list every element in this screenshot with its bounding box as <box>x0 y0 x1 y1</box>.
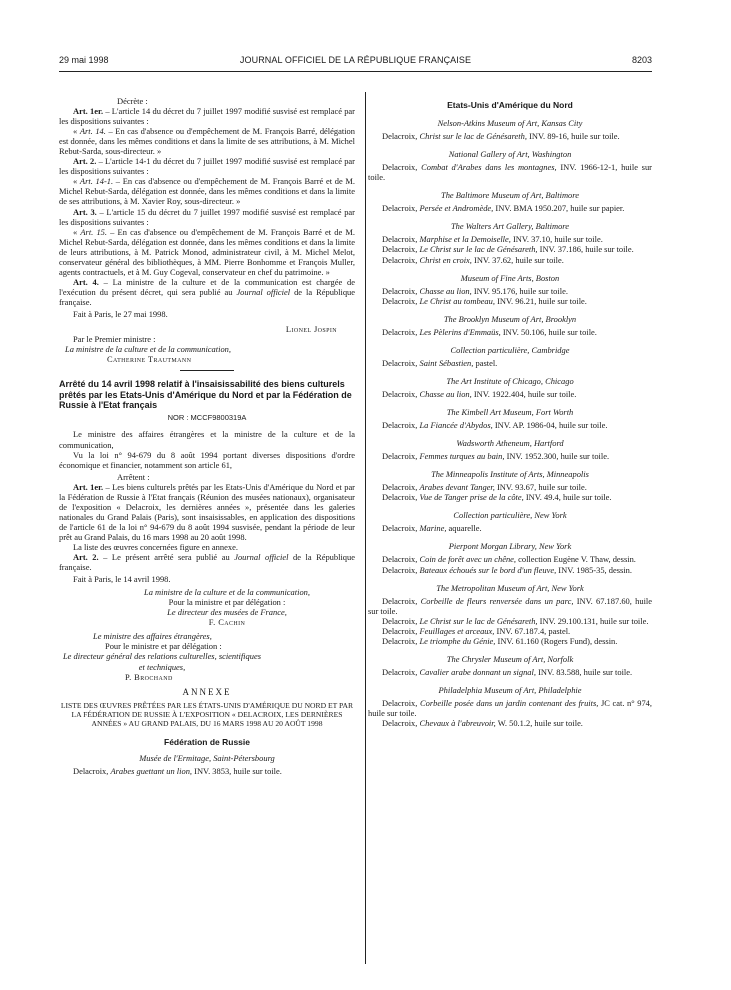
museum-heading: Museum of Fine Arts, Boston <box>460 272 560 283</box>
artwork-entry: Delacroix, Coin de forêt avec un chêne, collection Eugène V. Thaw, dessin. <box>382 554 636 565</box>
artwork-entry: Delacroix, Persée et Andromède, INV. BMA 1950.207, huile sur papier. <box>382 203 625 214</box>
museum-heading: The Minneapolis Institute of Arts, Minneapolis <box>431 469 589 480</box>
header-date: 29 mai 1998 <box>59 55 109 65</box>
museum-heading: The Walters Art Gallery, Baltimore <box>450 221 570 232</box>
artwork-entry: Delacroix, Christ en croix, INV. 37.62, huile sur toile. <box>382 254 564 265</box>
artwork-entry: Delacroix, Le Christ au tombeau, INV. 96.21, huile sur toile. <box>382 295 587 306</box>
museum-list <box>368 118 652 728</box>
section-divider <box>180 370 234 371</box>
museum-heading: The Metropolitan Museum of Art, New York <box>436 582 584 593</box>
artwork-entry: Delacroix, Marine, aquarelle. <box>382 523 482 534</box>
artwork-entry: Delacroix, Chasse au lion, INV. 1922.404, huile sur toile. <box>382 388 577 399</box>
column-divider <box>365 92 366 964</box>
museum-heading: Collection particulière, Cambridge <box>450 344 570 355</box>
fait-a-paris-2: Fait à Paris, le 14 avril 1998. <box>73 574 171 585</box>
artwork-entry: Delacroix, Corbeille de fleurs renversée dans un parc, INV. 67.187.60, huile sur toile. <box>368 595 653 616</box>
directeur-musees: Le directeur des musées de France, <box>167 607 287 618</box>
museum-heading: Philadelphia Museum of Art, Philadelphie <box>438 684 582 695</box>
artwork-entry: Delacroix, Saint Sébastien, pastel. <box>382 357 498 368</box>
article-2: Art. 2. – L'article 14-1 du décret du 7 juillet 1997 modifié susvisé est remplacé par les dispositions suivantes : <box>59 156 355 177</box>
par-premier-ministre: Par le Premier ministre : <box>73 334 156 345</box>
artwork-entry: Delacroix, Le triomphe du Génie, INV. 61.160 (Rogers Fund), dessin. <box>382 635 618 646</box>
ministre-affaires-etrangeres: Le ministre des affaires étrangères, <box>93 631 212 642</box>
nor-reference: NOR : MCCF9800319A <box>167 413 247 423</box>
museum-heading: The Brooklyn Museum of Art, Brooklyn <box>443 313 577 324</box>
artwork-entry: Delacroix, Marphise et la Demoiselle, INV. 37.10, huile sur toile. <box>382 234 603 245</box>
artwork-entry: Delacroix, Arabes guettant un lion, INV. 3853, huile sur toile. <box>73 765 282 776</box>
header-rule <box>59 71 652 72</box>
museum-heading: Pierpont Morgan Library, New York <box>448 541 572 552</box>
museum-heading: Wadsworth Atheneum, Hartford <box>456 438 564 449</box>
section-federation-russie: Fédération de Russie <box>164 736 250 747</box>
signature-brochand: P. Brochand <box>125 671 173 682</box>
signature-trautmann: Catherine Trautmann <box>107 354 192 365</box>
museum-heading: The Baltimore Museum of Art, Baltimore <box>441 190 579 201</box>
artwork-entry: Delacroix, Chasse au lion, INV. 95.176, huile sur toile. <box>382 285 568 296</box>
artwork-entry: Delacroix, Cavalier arabe donnant un signal, INV. 83.588, huile sur toile. <box>382 666 633 677</box>
museum-heading: National Gallery of Art, Washington <box>448 149 572 160</box>
ministre-culture-title: La ministre de la culture et de la communication, <box>65 344 231 355</box>
header-journal-title: JOURNAL OFFICIEL DE LA RÉPUBLIQUE FRANÇAISE <box>239 55 472 65</box>
arrete-article-1: Art. 1er. – Les biens culturels prêtés par les Etats-Unis d'Amérique du Nord et par la Fédération de Russie à l'Etat français (Réunion des musées nationaux), organisateur de l'exposition « Delacroix, les dernières années », présentée dans les galeries nationales du Grand Palais (Paris), sont insaisissables, en application des dispositions de l'article 61 de la loi n° 94-679 du 8 août 1994 susvisée, pendant la période de leur prêt au Grand Palais, du 16 mars 1998 au 20 août 1998. <box>59 481 355 542</box>
pour-ministre-2: Pour le ministre et par délégation : <box>105 641 222 652</box>
artwork-entry: Delacroix, Christ sur le lac de Génésareth, INV. 89-16, huile sur toile. <box>382 131 620 142</box>
directeur-relations: Le directeur général des relations culturelles, scientifiques et techniques, <box>62 651 261 672</box>
fait-a-paris-1: Fait à Paris, le 27 mai 1998. <box>73 308 168 319</box>
artwork-entry: Delacroix, Bateaux échoués sur le bord d'un fleuve, INV. 1985-35, dessin. <box>382 564 632 575</box>
article-14-1: « Art. 14-1. – En cas d'absence ou d'empêchement de M. François Barré et de M. Michel Rebut-Sarda, délégation est donnée, dans les mêmes conditions et dans la limite de ses attributions, à M. Xavier Roy, sous-directeur. » <box>59 176 356 207</box>
preamble-ministres: Le ministre des affaires étrangères et la ministre de la culture et de la communication, <box>59 429 355 450</box>
artwork-entry: Delacroix, Femmes turques au bain, INV. 1952.300, huile sur toile. <box>382 451 610 462</box>
liste-oeuvres-line: La liste des œuvres concernées figure en annexe. <box>73 542 238 552</box>
header-page-number: 8203 <box>631 55 652 65</box>
pour-ministre: Pour la ministre et par délégation : <box>168 597 286 608</box>
right-column <box>368 96 652 728</box>
artwork-entry: Delacroix, Les Pèlerins d'Emmaüs, INV. 50.106, huile sur toile. <box>382 326 597 337</box>
museum-heading: Nelson-Atkins Museum of Art, Kansas City <box>437 118 583 129</box>
artwork-entry: Delacroix, Chevaux à l'abreuvoir, W. 50.1.2, huile sur toile. <box>382 718 583 729</box>
arrete-article-2: Art. 2. – Le présent arrêté sera publié au Journal officiel de la République française. <box>59 552 355 573</box>
signature-jospin: Lionel Jospin <box>285 324 337 335</box>
article-14: « Art. 14. – En cas d'absence ou d'empêchement de M. François Barré, délégation est donnée, dans les mêmes conditions et dans la limite de ses attributions, à M. Michel Rebut-Sarda, sous-directeur. » <box>59 126 355 157</box>
artwork-entry: Delacroix, La Fiancée d'Abydos, INV. AP. 1986-04, huile sur toile. <box>382 420 608 431</box>
artwork-entry: Delacroix, Feuillages et arceaux, INV. 67.187.4, pastel. <box>382 625 571 636</box>
artwork-entry: Delacroix, Le Christ sur le lac de Génésareth, INV. 29.100.131, huile sur toile. <box>382 615 649 626</box>
artwork-entry: Delacroix, Le Christ sur le lac de Génésareth, INV. 37.186, huile sur toile. <box>382 244 634 255</box>
museum-heading: The Chrysler Museum of Art, Norfolk <box>446 653 574 664</box>
section-etats-unis: Etats-Unis d'Amérique du Nord <box>447 100 573 110</box>
article-15: « Art. 15. – En cas d'absence ou d'empêchement de M. François Barré et de M. Michel Rebut-Sarda, délégation est donnée, dans les mêmes conditions et dans la limite de leurs attributions, à M. Patrick Monod, administrateur civil, à M. Michel Melot, conservateur général des bibliothèques, à MM. Pierre Bonhomme et François Muller, agents contractuels, et à M. Guy Cogeval, conservateur en chef du patrimoine. » <box>59 226 355 277</box>
article-3: Art. 3. – L'article 15 du décret du 7 juillet 1997 modifié susvisé est remplacé par les dispositions suivantes : <box>59 206 355 227</box>
preamble-vu: Vu la loi n° 94-679 du 8 août 1994 portant diverses dispositions d'ordre économique et financier, notamment son article 61, <box>59 449 355 470</box>
article-1: Art. 1er. – L'article 14 du décret du 7 juillet 1997 modifié susvisé est remplacé par les dispositions suivantes : <box>59 106 355 127</box>
arrete-title: Arrêté du 14 avril 1998 relatif à l'insaisissabilité des biens culturels prêtés par les Etats-Unis d'Amérique du Nord et par la Fédération de Russie à l'Etat français <box>59 379 352 411</box>
article-4: Art. 4. – La ministre de la culture et de la communication est chargée de l'exécution du présent décret, qui sera publié au Journal officiel de la République française. <box>59 276 355 307</box>
artwork-entry: Delacroix, Corbeille posée dans un jardin contenant des fruits, JC cat. n° 974, huile sur toile. <box>368 697 652 719</box>
museum-heading: Collection particulière, New York <box>453 510 567 521</box>
min-culture-2: La ministre de la culture et de la communication, <box>144 587 310 598</box>
museum-ermitage: Musée de l'Ermitage, Saint-Pétersbourg <box>139 752 275 763</box>
museum-heading: The Art Institute of Chicago, Chicago <box>446 375 574 386</box>
left-column <box>59 96 355 776</box>
artwork-entry: Delacroix, Arabes devant Tanger, INV. 93.67, huile sur toile. <box>382 482 587 493</box>
arretent-line: Arrêtent : <box>117 471 150 482</box>
artwork-entry: Delacroix, Combat d'Arabes dans les montagnes, INV. 1966-12-1, huile sur toile. <box>368 162 652 183</box>
artwork-entry: Delacroix, Vue de Tanger prise de la côte, INV. 49.4, huile sur toile. <box>382 492 612 503</box>
signature-cachin: F. Cachin <box>208 617 246 628</box>
annexe-heading: ANNEXE <box>182 686 232 697</box>
page-header <box>59 55 652 69</box>
museum-heading: The Kimbell Art Museum, Fort Worth <box>446 406 574 417</box>
liste-oeuvres-title: LISTE DES ŒUVRES PRÊTÉES PAR LES ÉTATS-UNIS D'AMÉRIQUE DU NORD ET PAR LA FÉDÉRATION DE RUSSIE À L'EXPOSITION « DELACROIX, LES DERNIÈRES ANNÉES » AU GRAND PALAIS, DU 16 MARS 1998 AU 20 AOÛT 1998 <box>60 700 354 729</box>
decrete-line: Décrète : <box>117 96 148 106</box>
